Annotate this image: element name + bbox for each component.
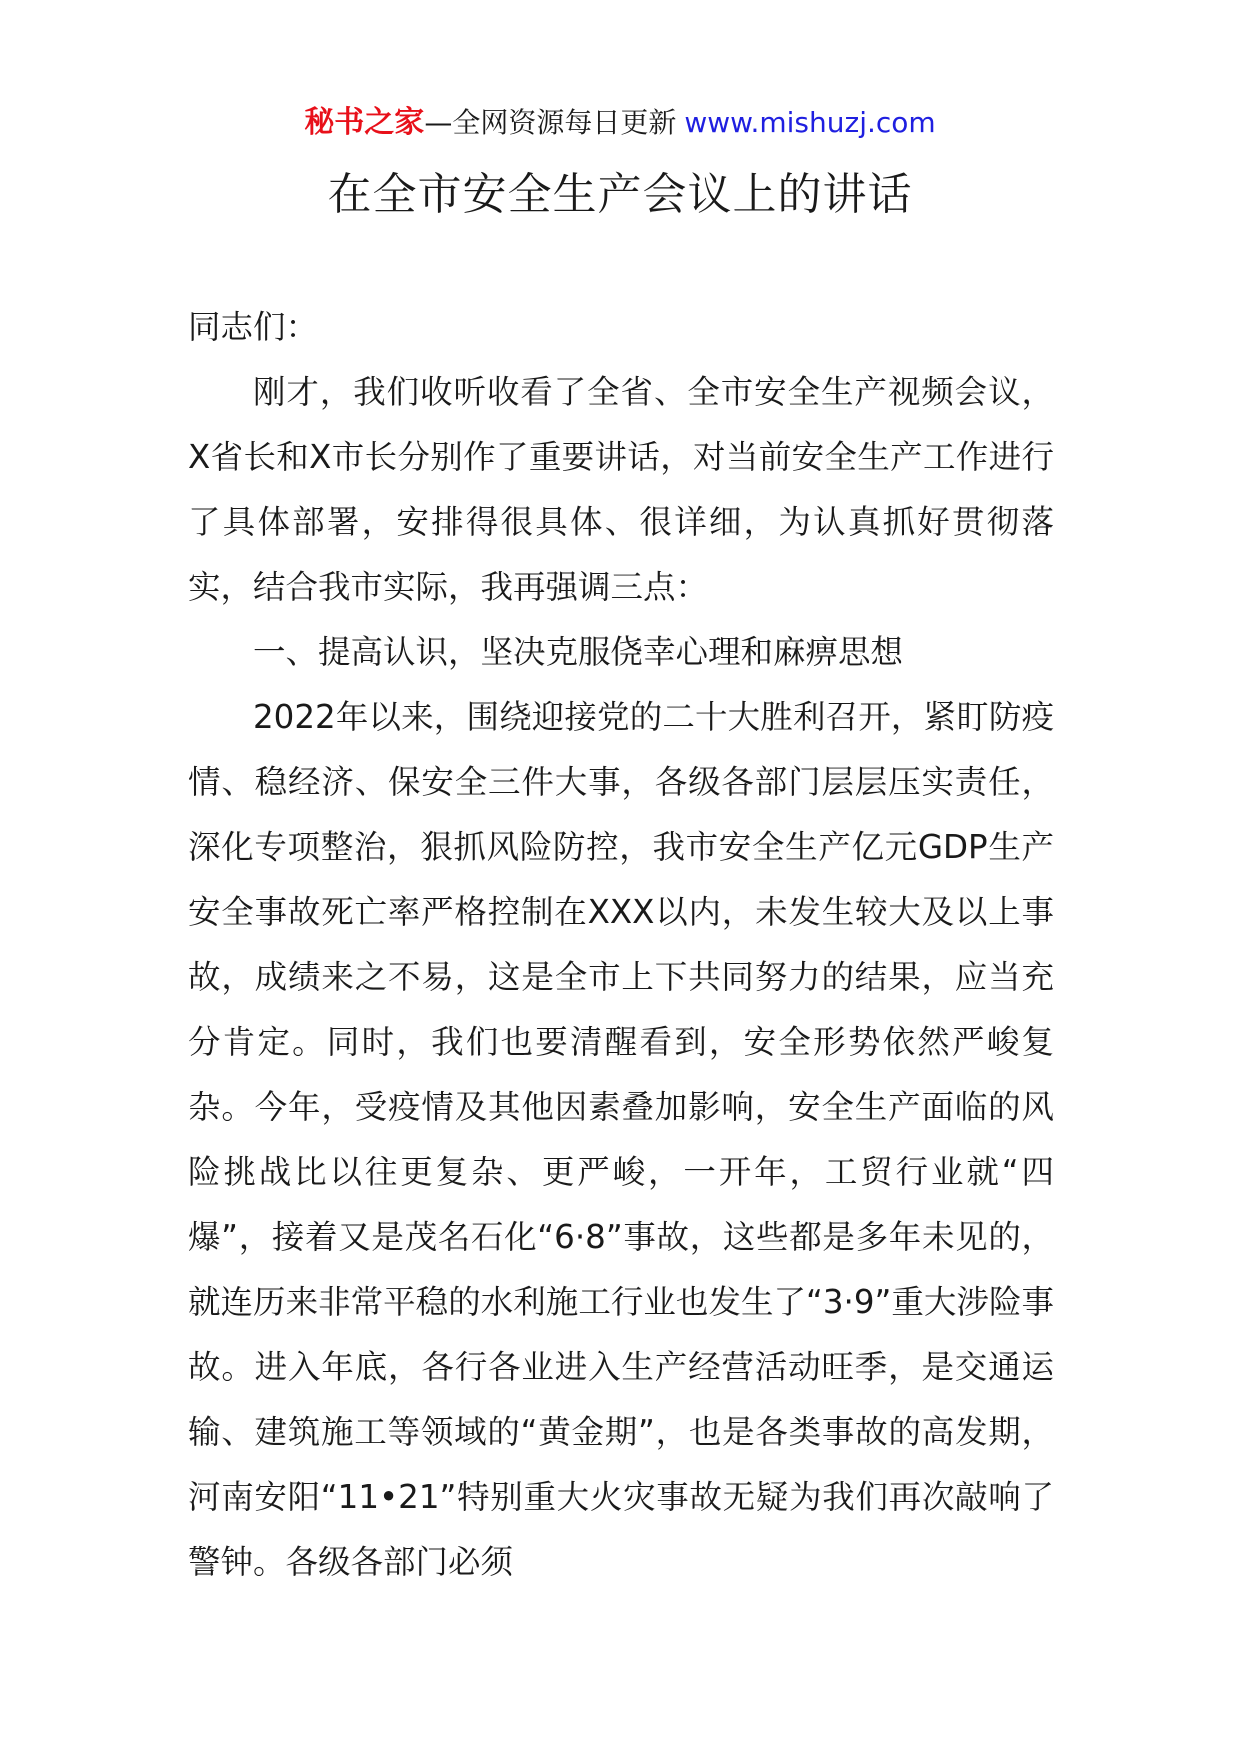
brand-name: 秘书之家 <box>304 105 425 140</box>
document-body <box>188 295 1054 1595</box>
site-url-link[interactable]: www.mishuzj.com <box>684 106 936 139</box>
site-slogan: —全网资源每日更新 <box>424 106 677 139</box>
document-title: 在全市安全生产会议上的讲话 <box>327 169 913 220</box>
section-1-paragraph: 2022年以来，围绕迎接党的二十大胜利召开，紧盯防疫情、稳经济、保安全三件大事，各级各部门层层压实责任，深化专项整治，狠抓风险防控，我市安全生产亿元GDP生产安全事故死亡率严格控制在XXX以内，未发生较大及以上事故，成绩来之不易，这是全市上下共同努力的结果，应当充分肯定。同时，我们也要清醒看到，安全形势依然严峻复杂。今年，受疫情及其他因素叠加影响，安全生产面临的风险挑战比以往更复杂、更严峻，一开年，工贸行业就“四爆”，接着又是茂名石化“6·8”事故，这些都是多年未见的，就连历来非常平稳的水利施工行业也发生了“3·9”重大涉险事故。进入年底，各行各业进入生产经营活动旺季，是交通运输、建筑施工等领域的“黄金期”，也是各类事故的高发期，河南安阳“11•21”特别重大火灾事故无疑为我们再次敲响了警钟。各级各部门必须 <box>188 698 1054 1581</box>
salutation: 同志们： <box>188 308 319 346</box>
site-header <box>0 103 1240 143</box>
intro-paragraph: 刚才，我们收听收看了全省、全市安全生产视频会议，X省长和X市长分别作了重要讲话，对当前安全生产工作进行了具体部署，安排得很具体、很详细，为认真抓好贯彻落实，结合我市实际，我再强调三点： <box>188 373 1054 606</box>
section-heading-1: 一、提高认识，坚决克服侥幸心理和麻痹思想 <box>253 633 904 671</box>
